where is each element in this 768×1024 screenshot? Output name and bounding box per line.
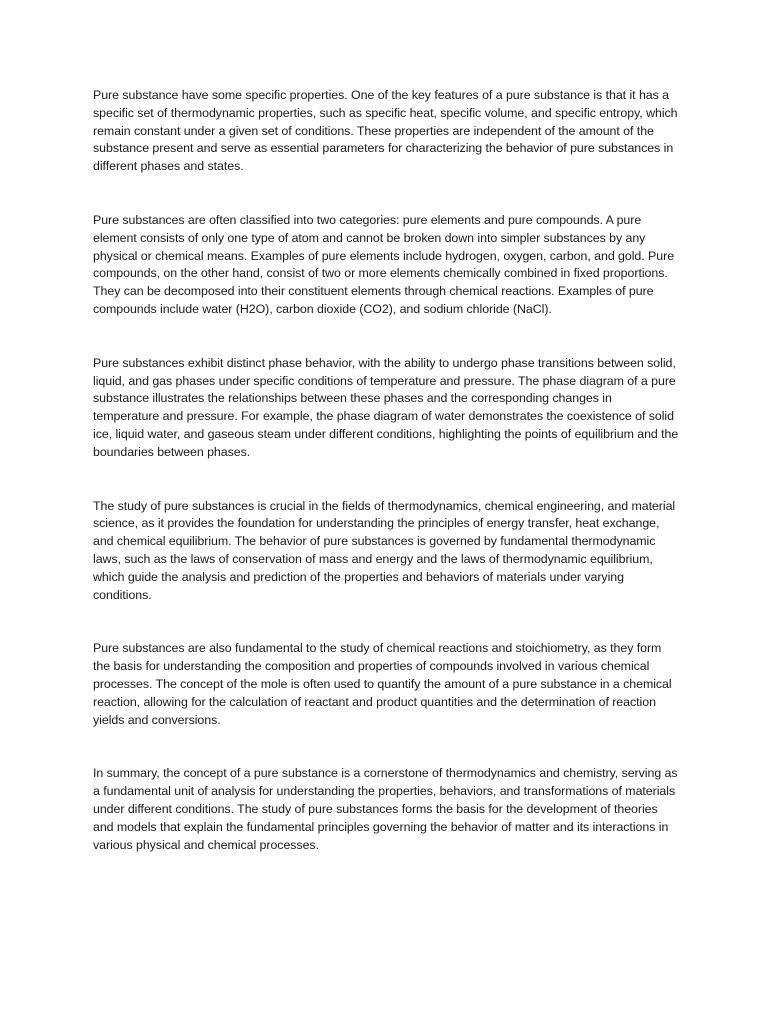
paragraph-importance: The study of pure substances is crucial in the fields of thermodynamics, chemical engineering, and material science, as it provides the foundation for understanding the principles of energy transfer, heat exchange, and chemical equilibrium. The behavior of pure substances is governed by fundamental thermodynamic laws, such as the laws of conservation of mass and energy and the laws of thermodynamic equilibrium, which guide the analysis and prediction of the properties and behaviors of materials under varying conditions. — [93, 498, 676, 602]
paragraph-summary: In summary, the concept of a pure substance is a cornerstone of thermodynamics and chemistry, serving as a fundamental unit of analysis for understanding the properties, behaviors, and transformations of materials under different conditions. The study of pure substances forms the basis for the development of theories and models that explain the fundamental principles governing the behavior of matter and its interactions in various physical and chemical processes. — [93, 766, 678, 852]
document-body — [93, 87, 679, 890]
paragraph-properties: Pure substance have some specific properties. One of the key features of a pure substance is that it has a specific set of thermodynamic properties, such as specific heat, specific volume, and specific entropy, which remain constant under a given set of conditions. These properties are independent of the amount of the substance present and serve as essential parameters for characterizing the behavior of pure substances in different phases and states. — [93, 88, 678, 174]
paragraph-classification: Pure substances are often classified into two categories: pure elements and pure compounds. A pure element consists of only one type of atom and cannot be broken down into simpler substances by any physical or chemical means. Examples of pure elements include hydrogen, oxygen, carbon, and gold. Pure compounds, on the other hand, consist of two or more elements chemically combined in fixed proportions. They can be decomposed into their constituent elements through chemical reactions. Examples of pure compounds include water (H2O), carbon dioxide (CO2), and sodium chloride (NaCl). — [93, 212, 675, 316]
paragraph-stoichiometry: Pure substances are also fundamental to the study of chemical reactions and stoichiometry, as they form the basis for understanding the composition and properties of compounds involved in various chemical processes. The concept of the mole is often used to quantify the amount of a pure substance in a chemical reaction, allowing for the calculation of reactant and product quantities and the determination of reaction yields and conversions. — [93, 641, 672, 727]
paragraph-phase-behavior: Pure substances exhibit distinct phase behavior, with the ability to undergo phase transitions between solid, liquid, and gas phases under specific conditions of temperature and pressure. The phase diagram of a pure substance illustrates the relationships between these phases and the corresponding changes in temperature and pressure. For example, the phase diagram of water demonstrates the coexistence of solid ice, liquid water, and gaseous steam under different conditions, highlighting the points of equilibrium and the boundaries between phases. — [93, 355, 679, 459]
